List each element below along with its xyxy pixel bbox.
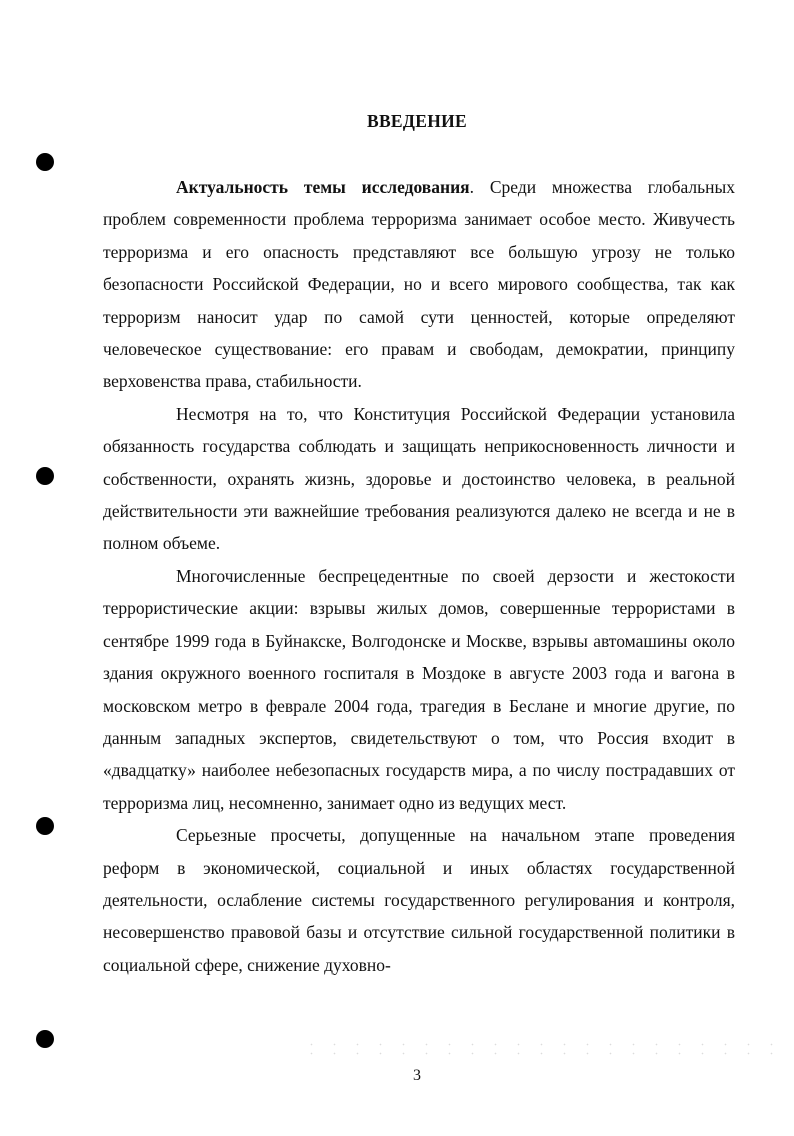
scan-noise <box>300 1040 780 1060</box>
paragraph-constitution: Несмотря на то, что Конституция Российской Федерации установила обязанность государства соблюдать и защищать неприкосновенность личности и собственности, охранять жизнь, здоровье и достоинство человека, в реальной действительности эти важнейшие требования реализуются далеко не всегда и не в полном объеме. <box>103 403 735 554</box>
binder-hole-3 <box>36 817 54 835</box>
relevance-lead: Актуальность темы исследования <box>176 177 470 197</box>
binder-hole-4 <box>36 1030 54 1048</box>
paragraph-miscalculations: Серьезные просчеты, допущенные на начальном этапе проведения реформ в экономической, социальной и иных областях государственной деятельности, ослабление системы государственного регулирования и контроля, несовершенство правовой базы и отсутствие сильной государственной политики в социальной сфере, снижение духовно- <box>103 825 735 975</box>
binder-hole-2 <box>36 467 54 485</box>
page-title: ВВЕДЕНИЕ <box>366 111 468 131</box>
page-number: 3 <box>413 1067 421 1084</box>
relevance-text: . Среди множества глобальных проблем современности проблема терроризма занимает особое место. Живучесть терроризма и его опасность представляют все большую угрозу не только безопасности Российской Федерации, но и всего мирового сообщества, так как терроризм наносит удар по самой сути ценностей, которые определяют человеческое существование: его правам и свободам, демократии, принципу верховенства права, стабильности. <box>103 177 735 392</box>
body-text <box>103 171 735 981</box>
paragraph-terror-acts: Многочисленные беспрецедентные по своей дерзости и жестокости террористические акции: взрывы жилых домов, совершенные террористами в сентябре 1999 года в Буйнакске, Волгодонске и Москве, взрывы автомашины около здания окружного военного госпиталя в Моздоке в августе 2003 года и вагона в московском метро в феврале 2004 года, трагедия в Беслане и многие другие, по данным западных экспертов, свидетельствуют о том, что Россия входит в «двадцатку» наиболее небезопасных государств мира, а по числу пострадавших от терроризма лиц, несомненно, занимает одно из ведущих мест. <box>103 565 735 813</box>
paragraph-relevance <box>103 171 735 398</box>
binder-hole-1 <box>36 153 54 171</box>
